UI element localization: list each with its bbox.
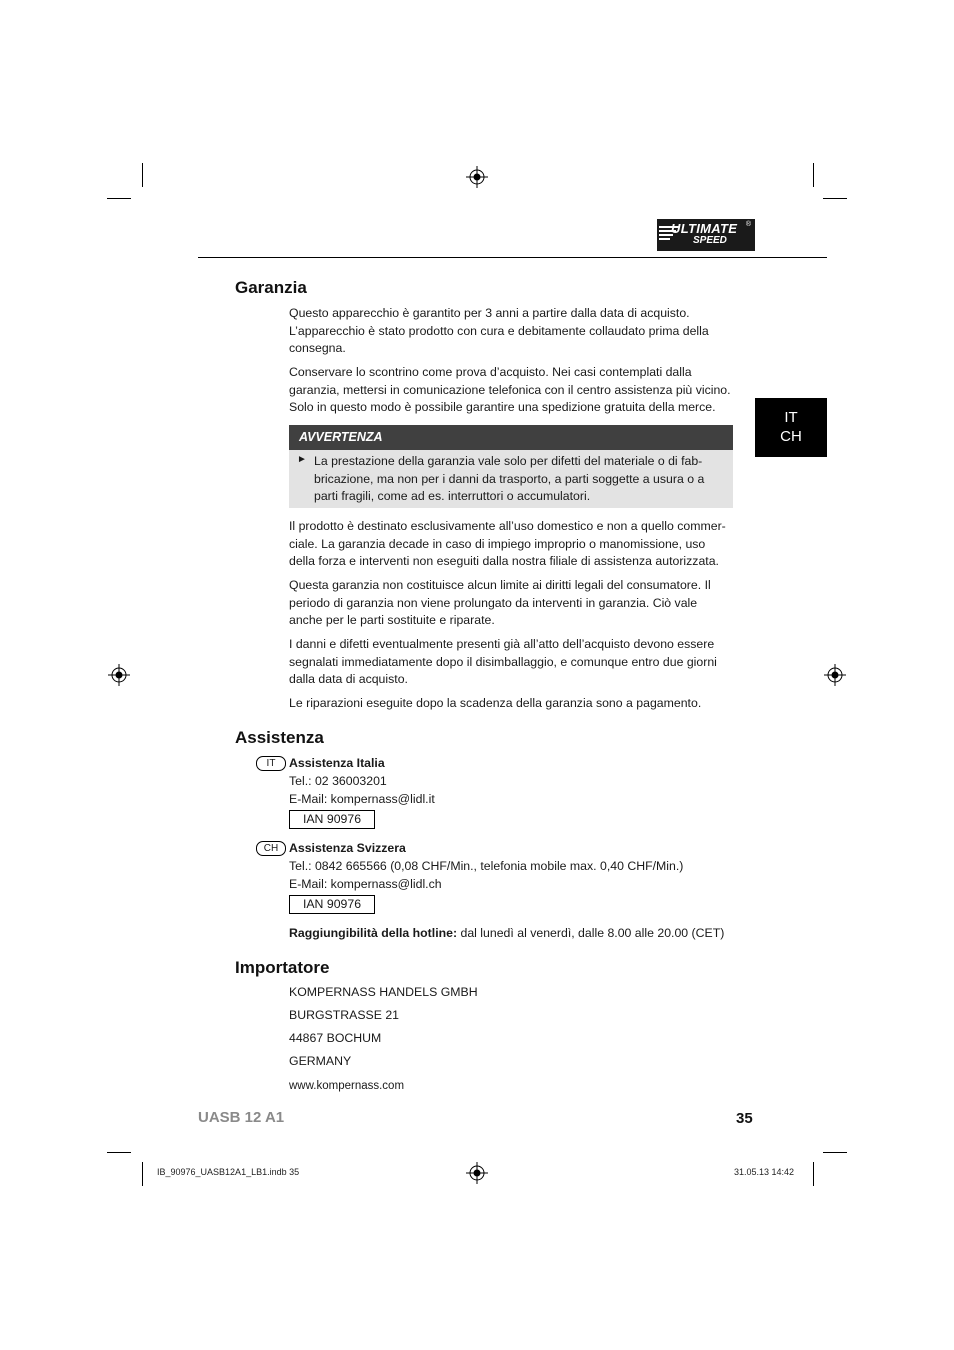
text-line: bricazione, ma non per i danni da trasporto, a parti soggette a usura o a: [314, 471, 705, 486]
language-tab-ch: CH: [780, 428, 802, 445]
ian-box-ch: IAN 90976: [289, 895, 375, 914]
garanzia-paragraph-3: [289, 518, 733, 571]
logo-text-top: ULTIMATE: [671, 221, 738, 236]
assistenza-italia-name: Assistenza Italia: [289, 756, 385, 770]
garanzia-paragraph-6: [289, 695, 733, 713]
country-badge-ch: CH: [256, 841, 286, 856]
text-line: della forza e interventi non eseguiti dalla nostra filiale di assistenza autorizzata.: [289, 554, 719, 568]
bullet-arrow-icon: ►: [297, 454, 307, 465]
warning-text: [314, 453, 704, 506]
registration-mark-icon: [466, 166, 488, 188]
ian-box-it: IAN 90976: [289, 810, 375, 829]
garanzia-paragraph-5: [289, 636, 733, 689]
text-line: ciale. La garanzia decade in caso di impiego improprio o manomissione, uso: [289, 536, 706, 551]
assistenza-svizzera-name: Assistenza Svizzera: [289, 841, 406, 855]
country-badge-it: IT: [256, 756, 286, 771]
registration-mark-icon: [466, 1162, 488, 1184]
text-line: segnalati immediatamente dopo il disimballaggio, e comunque entro due giorni: [289, 654, 717, 669]
text-line: Questo apparecchio è garantito per 3 anni a partire dalla data di acquisto.: [289, 306, 690, 320]
text-line: dalla data di acquisto.: [289, 672, 408, 686]
text-line: periodo di garanzia non viene prolungato da interventi in garanzia. Ciò vale: [289, 595, 698, 610]
registration-mark-icon: [824, 664, 846, 686]
text-line: Questa garanzia non costituisce alcun limite ai diritti legali del consumatore. Il: [289, 578, 711, 592]
assistenza-italia-tel: Tel.: 02 36003201: [289, 774, 387, 788]
text-line: Le riparazioni eseguite dopo la scadenza della garanzia sono a pagamento.: [289, 696, 702, 710]
section-title-importatore: Importatore: [235, 958, 330, 977]
importer-city: 44867 BOCHUM: [289, 1031, 382, 1045]
section-title-garanzia: Garanzia: [235, 278, 307, 297]
importer-country: GERMANY: [289, 1054, 352, 1068]
assistenza-svizzera-tel: Tel.: 0842 665566 (0,08 CHF/Min., telefonia mobile max. 0,40 CHF/Min.): [289, 859, 684, 873]
warning-body: [289, 450, 733, 508]
crop-mark: [107, 1152, 131, 1153]
importer-street: BURGSTRASSE 21: [289, 1008, 400, 1022]
crop-mark: [823, 1152, 847, 1153]
print-slug-file: IB_90976_UASB12A1_LB1.indb 35: [157, 1167, 300, 1177]
logo-registered-mark: ®: [745, 221, 751, 228]
text-line: parti fragili, come ad es. interruttori o accumulatori.: [314, 489, 591, 503]
registration-mark-icon: [108, 664, 130, 686]
hotline-label: Raggiungibilità della hotline:: [289, 926, 458, 940]
text-line: I danni e difetti eventualmente presenti già all’atto dell’acquisto devono essere: [289, 637, 715, 651]
logo-text-bottom: SPEED: [693, 235, 727, 246]
footer-model: UASB 12 A1: [198, 1109, 285, 1126]
assistenza-italia-email: E-Mail: kompernass@lidl.it: [289, 792, 435, 806]
warning-header: AVVERTENZA: [289, 425, 733, 450]
text-line: La prestazione della garanzia vale solo per difetti del materiale o di fab-: [314, 454, 703, 468]
brand-logo: [657, 219, 755, 251]
text-line: L’apparecchio è stato prodotto con cura e debitamente collaudato prima della: [289, 323, 709, 338]
crop-mark: [142, 163, 143, 187]
garanzia-paragraph-2: [289, 364, 733, 417]
crop-mark: [142, 1162, 143, 1186]
section-title-assistenza: Assistenza: [235, 728, 324, 747]
crop-mark: [107, 198, 131, 199]
text-line: anche per le parti sostituite e riparate.: [289, 613, 495, 627]
text-line: Solo in questo modo è possibile garantire una spedizione gratuita della merce.: [289, 400, 716, 414]
text-line: garanzia, mettersi in comunicazione telefonica con il centro assistenza più vicino.: [289, 382, 731, 397]
text-line: Il prodotto è destinato esclusivamente all’uso domestico e non a quello commer-: [289, 519, 726, 533]
assistenza-svizzera-email: E-Mail: kompernass@lidl.ch: [289, 877, 442, 891]
garanzia-paragraph-4: [289, 577, 733, 630]
importer-company: KOMPERNASS HANDELS GMBH: [289, 985, 478, 999]
crop-mark: [823, 198, 847, 199]
hotline-availability: [289, 925, 724, 943]
importer-website: www.kompernass.com: [289, 1080, 405, 1092]
header-rule: [198, 257, 827, 258]
language-tab-it: IT: [784, 409, 798, 426]
crop-mark: [813, 1162, 814, 1186]
crop-mark: [813, 163, 814, 187]
print-slug-date: 31.05.13 14:42: [734, 1167, 795, 1177]
text-line: consegna.: [289, 341, 346, 355]
page-number: 35: [736, 1110, 753, 1127]
garanzia-paragraph-1: [289, 305, 733, 358]
hotline-value: dal lunedì al venerdì, dalle 8.00 alle 20.00 (CET): [457, 926, 725, 940]
language-tab: [755, 398, 827, 457]
text-line: Conservare lo scontrino come prova d’acquisto. Nei casi contemplati dalla: [289, 365, 692, 379]
